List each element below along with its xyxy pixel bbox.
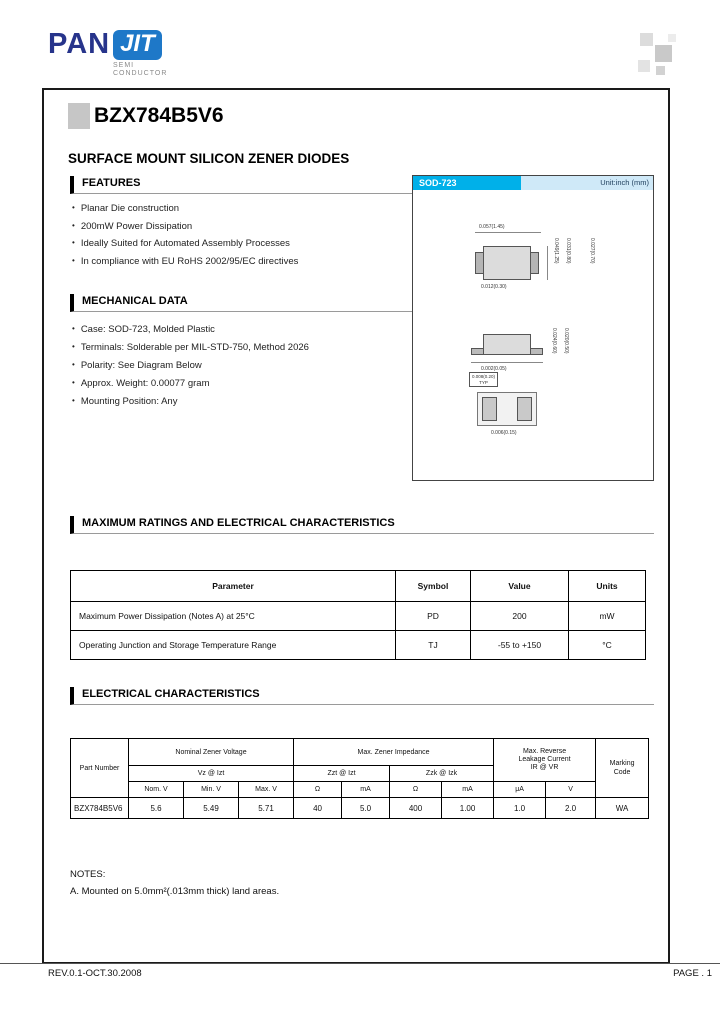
dimension-callout xyxy=(469,372,498,387)
footer-divider xyxy=(0,963,720,964)
logo-conductor: CONDUCTOR xyxy=(113,70,168,77)
dimension-line xyxy=(547,246,548,280)
max-ratings-table xyxy=(70,570,646,660)
mechanical-list xyxy=(72,321,309,411)
logo-semi: SEMI xyxy=(113,62,135,69)
zzk-ohm-header: Ω xyxy=(390,782,442,798)
vr-cell: 2.0 xyxy=(546,798,596,819)
izt-cell: 5.0 xyxy=(342,798,390,819)
izt-ma-header: mA xyxy=(342,782,390,798)
izk-cell: 1.00 xyxy=(442,798,494,819)
zzt-cell: 40 xyxy=(294,798,342,819)
min-cell: 5.49 xyxy=(184,798,239,819)
electrical-heading: ELECTRICAL CHARACTERISTICS xyxy=(70,687,654,705)
symbol-cell: TJ xyxy=(396,631,471,660)
table-header-row xyxy=(71,571,646,602)
panjit-logo xyxy=(48,28,162,61)
page-subtitle: SURFACE MOUNT SILICON ZENER DIODES xyxy=(68,151,350,166)
dimension-label: 0.049(1.25) xyxy=(553,238,559,264)
package-unit-label: Unit:inch (mm) xyxy=(521,176,653,190)
features-heading: FEATURES xyxy=(70,176,412,194)
mechanical-item: • Approx. Weight: 0.00077 gram xyxy=(72,375,309,393)
feature-item: • Ideally Suited for Automated Assembly Processes xyxy=(72,235,298,253)
dimension-label: 0.027(0.70) xyxy=(589,238,595,264)
marking-cell: WA xyxy=(596,798,649,819)
max-zener-impedance-header: Max. Zener Impedance xyxy=(294,739,494,766)
leakage-line3: IR @ VR xyxy=(530,764,559,771)
zzt-izt-header: Zzt @ Izt xyxy=(294,766,390,782)
marking-code-header xyxy=(596,739,649,798)
footer-page-number: PAGE . 1 xyxy=(673,968,712,979)
vz-izt-header: Vz @ Izt xyxy=(129,766,294,782)
notes-item: A. Mounted on 5.0mm²(.013mm thick) land areas. xyxy=(70,886,280,897)
table-units-row xyxy=(71,782,649,798)
value-header: Value xyxy=(471,571,569,602)
mechanical-item: • Terminals: Solderable per MIL-STD-750, Method 2026 xyxy=(72,339,309,357)
dimension-label: 0.006(0.15) xyxy=(491,430,517,436)
value-cell: 200 xyxy=(471,602,569,631)
logo-subtext xyxy=(113,62,167,78)
feature-item: • Planar Die construction xyxy=(72,200,298,218)
dimension-label: 0.057(1.45) xyxy=(479,224,505,230)
decorative-square xyxy=(640,33,653,46)
max-reverse-leakage-header xyxy=(494,739,596,782)
leakage-line2: Leakage Current xyxy=(518,756,571,763)
value-cell: -55 to +150 xyxy=(471,631,569,660)
package-terminal xyxy=(530,252,539,274)
table-row xyxy=(71,798,649,819)
dimension-label: 0.020(0.50) xyxy=(563,328,569,354)
nom-cell: 5.6 xyxy=(129,798,184,819)
zzt-ohm-header: Ω xyxy=(294,782,342,798)
symbol-cell: PD xyxy=(396,602,471,631)
max-cell: 5.71 xyxy=(239,798,294,819)
max-v-header: Max. V xyxy=(239,782,294,798)
zzk-izk-header: Zzk @ Izk xyxy=(390,766,494,782)
dimension-label: 0.024(0.60) xyxy=(551,328,557,354)
units-cell: mW xyxy=(569,602,646,631)
ir-cell: 1.0 xyxy=(494,798,546,819)
dimension-label: 0.008(0.20) xyxy=(472,374,496,379)
dimension-label: 0.002(0.05) xyxy=(481,366,507,372)
decorative-square xyxy=(638,60,650,72)
dimension-line xyxy=(475,232,541,233)
decorative-square xyxy=(668,34,676,42)
feature-item: • In compliance with EU RoHS 2002/95/EC directives xyxy=(72,253,298,271)
package-name: SOD-723 xyxy=(413,176,521,190)
title-marker xyxy=(68,103,90,129)
units-header: Units xyxy=(569,571,646,602)
feature-item: • 200mW Power Dissipation xyxy=(72,218,298,236)
package-box-header xyxy=(413,176,653,190)
nominal-zener-voltage-header: Nominal Zener Voltage xyxy=(129,739,294,766)
mechanical-item: • Polarity: See Diagram Below xyxy=(72,357,309,375)
land-pad xyxy=(517,397,532,421)
logo-text-pan: PAN xyxy=(48,28,111,60)
part-number-cell: BZX784B5V6 xyxy=(71,798,129,819)
land-pad xyxy=(482,397,497,421)
notes-heading: NOTES: xyxy=(70,869,106,880)
table-row xyxy=(71,602,646,631)
page-title: BZX784B5V6 xyxy=(94,104,224,127)
mechanical-item: • Mounting Position: Any xyxy=(72,393,309,411)
dimension-label: 0.031(0.80) xyxy=(565,238,571,264)
ir-ua-header: μA xyxy=(494,782,546,798)
footer-revision: REV.0.1-OCT.30.2008 xyxy=(48,968,142,979)
package-drawing-box xyxy=(412,175,654,481)
leakage-line1: Max. Reverse xyxy=(522,748,567,755)
symbol-header: Symbol xyxy=(396,571,471,602)
dimension-line xyxy=(471,362,543,363)
marking-line1: Marking xyxy=(609,760,635,767)
parameter-cell: Maximum Power Dissipation (Notes A) at 25°C xyxy=(71,602,396,631)
vr-v-header: V xyxy=(546,782,596,798)
decorative-square xyxy=(655,45,672,62)
logo-text-jit: JIT xyxy=(113,30,162,60)
parameter-header: Parameter xyxy=(71,571,396,602)
units-cell: °C xyxy=(569,631,646,660)
dimension-label: TYP xyxy=(479,379,488,385)
zzk-cell: 400 xyxy=(390,798,442,819)
min-v-header: Min. V xyxy=(184,782,239,798)
dimension-label: 0.012(0.30) xyxy=(481,284,507,290)
izk-ma-header: mA xyxy=(442,782,494,798)
features-list xyxy=(72,200,298,270)
parameter-cell: Operating Junction and Storage Temperature Range xyxy=(71,631,396,660)
table-row xyxy=(71,631,646,660)
package-top-view xyxy=(483,246,531,280)
mechanical-heading: MECHANICAL DATA xyxy=(70,294,412,312)
nom-v-header: Nom. V xyxy=(129,782,184,798)
table-header-row xyxy=(71,739,649,766)
mechanical-item: • Case: SOD-723, Molded Plastic xyxy=(72,321,309,339)
electrical-table xyxy=(70,738,649,819)
max-ratings-heading: MAXIMUM RATINGS AND ELECTRICAL CHARACTERISTICS xyxy=(70,516,654,534)
marking-line2: Code xyxy=(613,769,631,776)
package-side-view xyxy=(483,334,531,355)
part-number-header: Part Number xyxy=(71,739,129,798)
package-lead xyxy=(530,348,543,355)
decorative-square xyxy=(656,66,665,75)
